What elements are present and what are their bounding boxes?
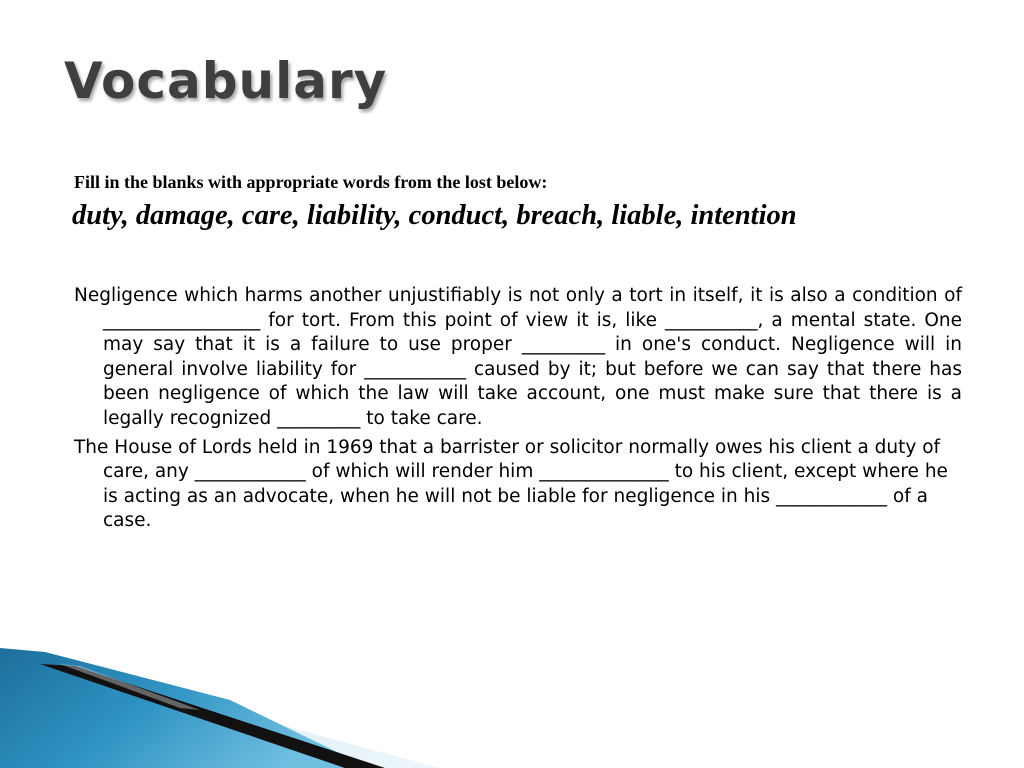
- instruction-text: Fill in the blanks with appropriate words from the lost below:: [74, 172, 548, 192]
- slide-title: Vocabulary: [64, 52, 388, 110]
- paragraph-house-of-lords: The House of Lords held in 1969 that a barrister or solicitor normally owes his client a duty of care, any ____________ of which will render him ______________ to his client, except where he is acting as an advocate, when he will not be liable for negligence in his ____________ of a case.: [74, 436, 948, 532]
- word-list: duty, damage, care, liability, conduct, breach, liable, intention: [72, 200, 797, 231]
- paragraph-negligence: Negligence which harms another unjustifiably is not only a tort in itself, it is also a condition of _________________ for tort. From this point of view it is, like __________, a mental state. One may say that it is a failure to use proper _________ in one's conduct. Negligence will in general involve liability for ___________ caused by it; but before we can say that there has been negligence of which the law will take account, one must make sure that there is a legally recognized _________ to take care.: [74, 285, 962, 429]
